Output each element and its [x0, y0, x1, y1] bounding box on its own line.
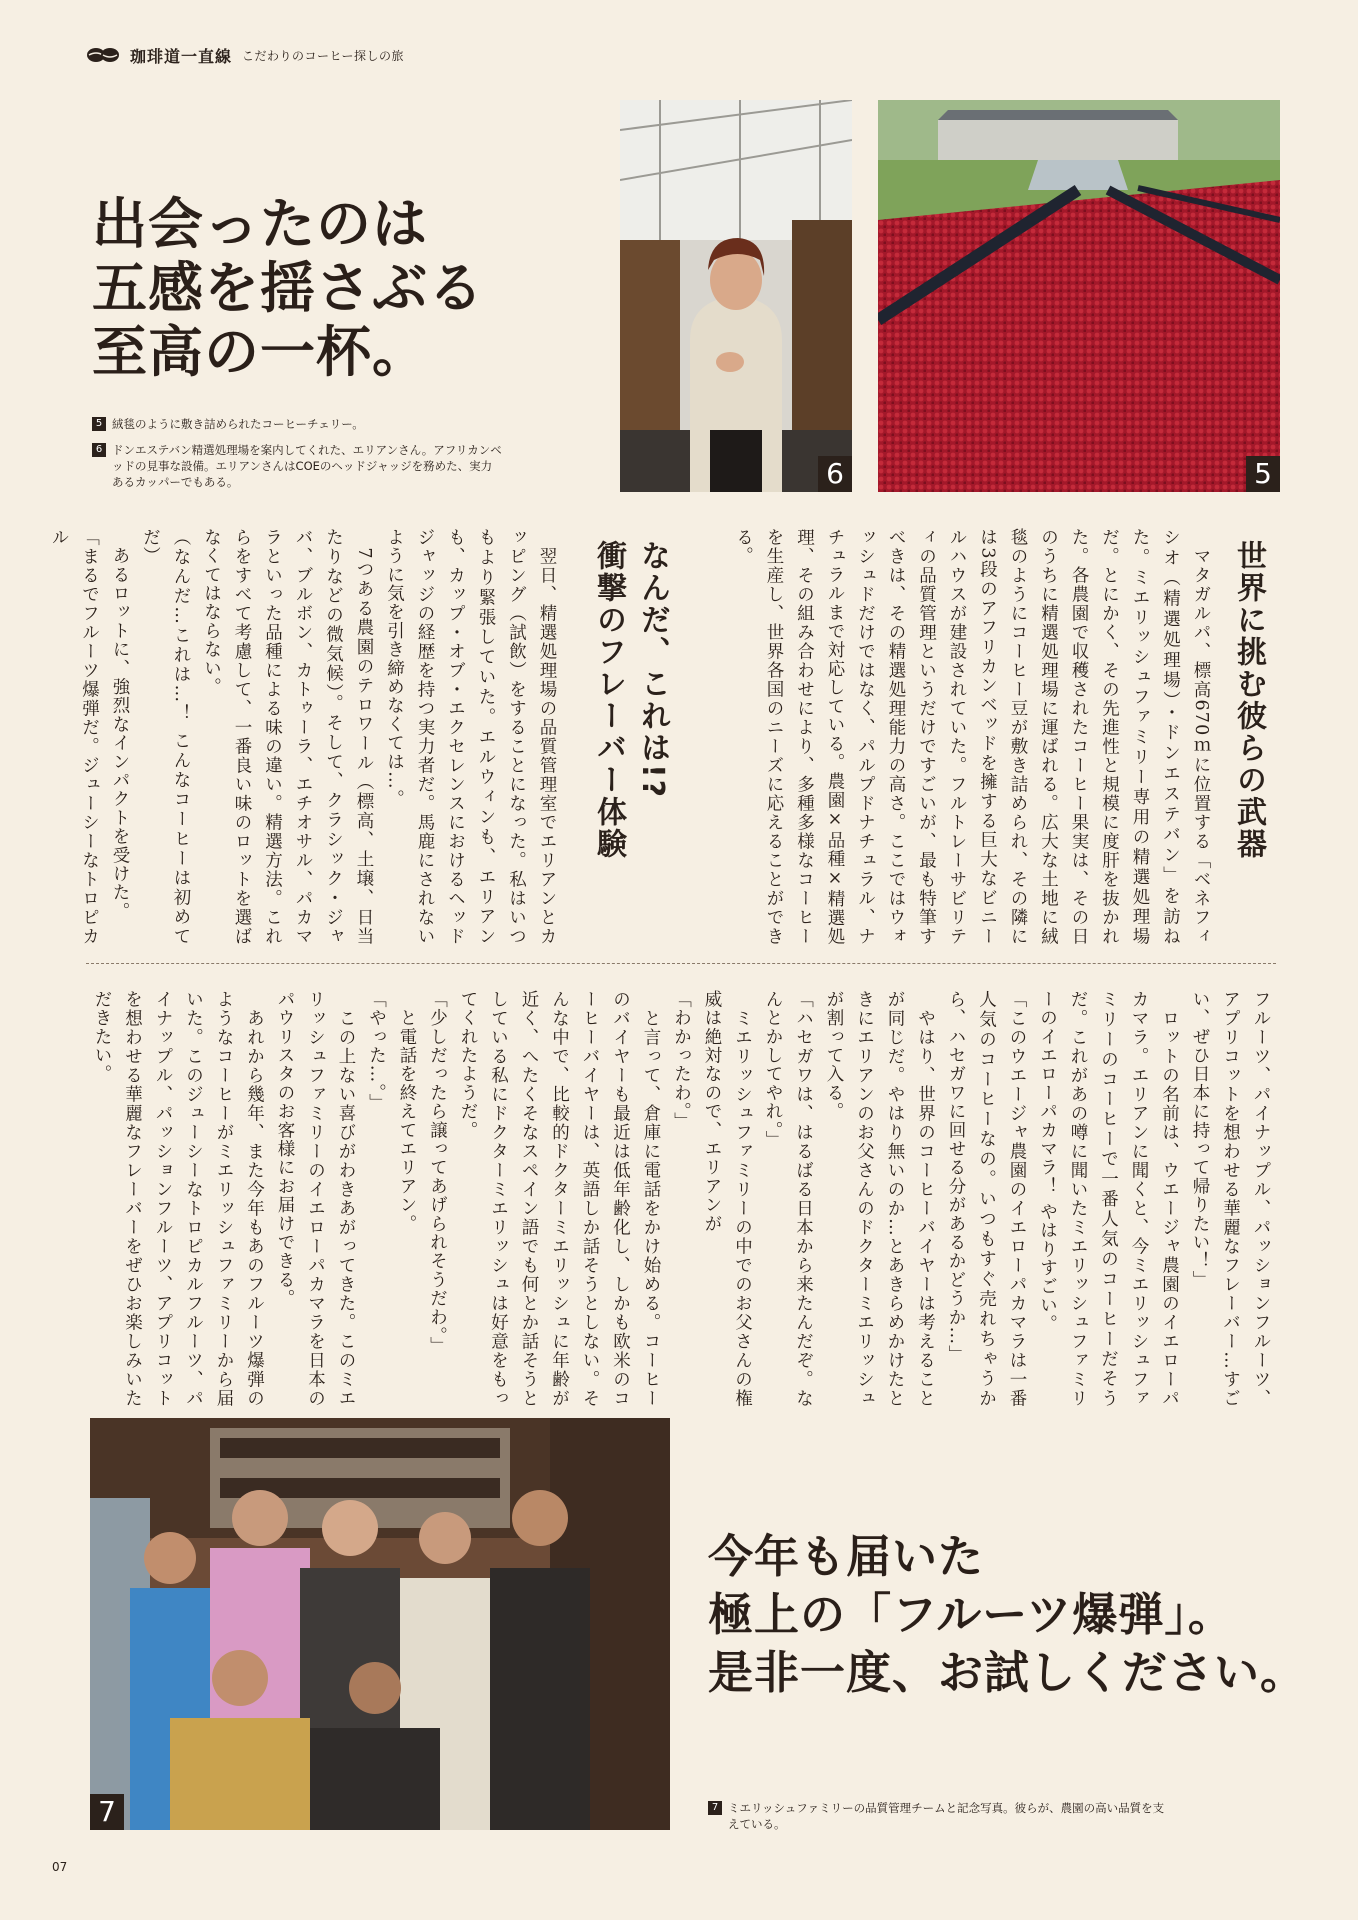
- caption-photo-7: [708, 1800, 1168, 1832]
- body-paragraph: 「やった…。」: [366, 990, 387, 1113]
- photo-coffee-cherries: [878, 100, 1280, 492]
- body-paragraph: 「わかったわ。」: [671, 990, 692, 1131]
- caption-text: ドンエステバン精選処理場を案内してくれた、エリアンさん。アフリカンベッドの見事な設備。エリアンさんはCOEのヘッドジャッジを務めた、実力あるカッパーでもある。: [112, 443, 502, 489]
- body-paragraph: 7つある農園のテロワール（標高、土壌、日当たりなどの微気候）。そして、クラシック・ジャバ、ブルボン、カトゥーラ、エチオサル、パカマラといった品種による味の違い。精選方法。これらをすべて考慮して、一番良い味のロットを選ばなくてはならない。: [201, 528, 374, 946]
- headline-top-line: 出会ったのは: [92, 192, 429, 256]
- caption-number: 7: [708, 1801, 722, 1815]
- caption-number: 6: [92, 443, 106, 457]
- page-header: [86, 42, 404, 68]
- page-number: 07: [52, 1860, 68, 1874]
- body-paragraph: と電話を終えてエリアン。: [397, 990, 417, 1234]
- coffee-beans-icon: [86, 46, 120, 64]
- photo-number-badge: 6: [818, 456, 852, 492]
- headline-top-line: 五感を揺さぶる: [92, 256, 485, 320]
- photo-number-badge: 5: [1246, 456, 1280, 492]
- photo-team: [90, 1418, 670, 1830]
- series-title: 珈琲道一直線: [130, 46, 233, 66]
- section3-body: [86, 990, 1276, 1408]
- caption-photo-5: [92, 416, 502, 432]
- body-paragraph: この上ない喜びがわきあがってきた。このミエリッシュファミリーのイエローパカマラを日本のパウリスタのお客様にお届けできる。: [275, 990, 356, 1408]
- body-paragraph: マタガルパ、標高670ｍに位置する「ベネフィシオ（精選処理場）・ドンエステバン」を訪ねた。ミエリッシュファミリー専用の精選処理場だ。とにかく、その先進性と規模に度肝を抜かれた。各農園で収穫されたコーヒー果実は、その日のうちに精選処理場に運ばれる。広大な土地に絨毯のようにコーヒー豆が敷き詰められ、その隣には3段のアフリカンベッドを擁する巨大なビニールハウスが建設されていた。フルトレーサビリティの品質管理というだけですごいが、最も特筆すべきは、その精選処理能力の高さ。ここではウォッシュドだけではなく、パルプドナチュラル、ナチュラルまで対応している。農園×品種×精選処理、その組み合わせにより、多種多様なコーヒーを生産し、世界各国のニーズに応えることができる。: [733, 528, 1211, 946]
- section2-heading-line: 衝撃のフレーバー体験: [591, 540, 626, 860]
- body-paragraph: （なんだ…これは…！ こんなコーヒーは初めてだ）: [140, 528, 191, 946]
- headline-bottom-line: 是非一度、お試しください。: [708, 1646, 1307, 1699]
- section1-body: [706, 528, 1216, 946]
- headline-bottom: [708, 1528, 1306, 1702]
- headline-top-line: 至高の一杯。: [92, 320, 429, 384]
- body-paragraph: ミエリッシュファミリーの中でのお父さんの権威は絶対なので、エリアンが: [702, 990, 753, 1408]
- body-paragraph: あれから幾年、また今年もあのフルーツ爆弾のようなコーヒーがミエリッシュファミリーから届いた。このジューシーなトロピカルフルーツ、パイナップル、パッションフルーツ、アプリコットを想わせる華麗なフレーバーをぜひお楽しみいただきたい。: [92, 990, 265, 1408]
- section2-heading: [578, 540, 674, 920]
- series-subtitle: こだわりのコーヒー探しの旅: [242, 48, 405, 63]
- caption-text: 絨毯のように敷き詰められたコーヒーチェリー。: [112, 417, 364, 431]
- body-paragraph: 「少しだったら譲ってあげられそうだわ。」: [427, 990, 448, 1356]
- body-paragraph: 翌日、精選処理場の品質管理室でエリアンとカッピング（試飲）をすることになった。私はいつもより緊張していた。エルウィンも、エリアンも、カップ・オブ・エクセレンスにおけるヘッドジャッジの経歴を持つ実力者だ。馬鹿にされないように気を引き締めなくては…。: [384, 528, 557, 946]
- body-paragraph: あるロットに、強烈なインパクトを受けた。: [110, 528, 130, 921]
- caption-text: ミエリッシュファミリーの品質管理チームと記念写真。彼らが、農園の高い品質を支えている。: [728, 1801, 1165, 1831]
- section1-heading: 世界に挑む彼らの武器: [1231, 540, 1266, 860]
- photo-number-badge: 7: [90, 1794, 124, 1830]
- caption-photo-6: [92, 442, 502, 490]
- section-divider: [86, 963, 1276, 964]
- headline-bottom-line: 今年も届いた: [708, 1530, 985, 1583]
- section2-body: [49, 528, 562, 946]
- body-paragraph: やはり、世界のコーヒーバイヤーは考えることが同じだ。やはり無いのか…とあきらめかけたときにエリアンのお父さんのドクターミエリッシュが割って入る。: [824, 990, 936, 1408]
- headline-bottom-line: 極上の「フルーツ爆弾」。: [708, 1588, 1234, 1641]
- body-paragraph: と言って、倉庫に電話をかけ始める。コーヒーのバイヤーも最近は低年齢化し、しかも欧米のコーヒーバイヤーは、英語しか話そうとしない。そんな中で、比較的ドクターミエリッシュに年齢が近く、へたくそなスペイン語でも何とか話そうとしている私にドクターミエリッシュは好意をもってくれたようだ。: [458, 990, 661, 1408]
- caption-number: 5: [92, 417, 106, 431]
- body-paragraph: 「このウエージャ農園のイエローパカマラは一番人気のコーヒーなの。いつもすぐ売れちゃうから、ハセガワに回せる分があるかどうか…」: [946, 990, 1027, 1408]
- body-paragraph: フルーツ、パイナップル、パッションフルーツ、アプリコットを想わせる華麗なフレーバー…すごい、ぜひ日本に持って帰りたい！」: [1190, 990, 1271, 1408]
- section2-heading-line: なんだ、これは!?: [635, 540, 670, 800]
- body-paragraph: 「まるでフルーツ爆弾だ。ジューシーなトロピカル: [49, 528, 100, 946]
- body-paragraph: 「ハセガワは、はるばる日本から来たんだぞ。なんとかしてやれ。」: [763, 990, 814, 1408]
- body-paragraph: ロットの名前は、ウエージャ農園のイエローパカマラ。エリアンに聞くと、今ミエリッシュファミリーのコーヒーで一番人気のコーヒーだそうだ。これがあの噂に聞いたミエリッシュファミリーのイエローパカマラ！ やはりすごい。: [1037, 990, 1180, 1408]
- headline-top: [92, 192, 484, 384]
- photo-elian: [620, 100, 852, 492]
